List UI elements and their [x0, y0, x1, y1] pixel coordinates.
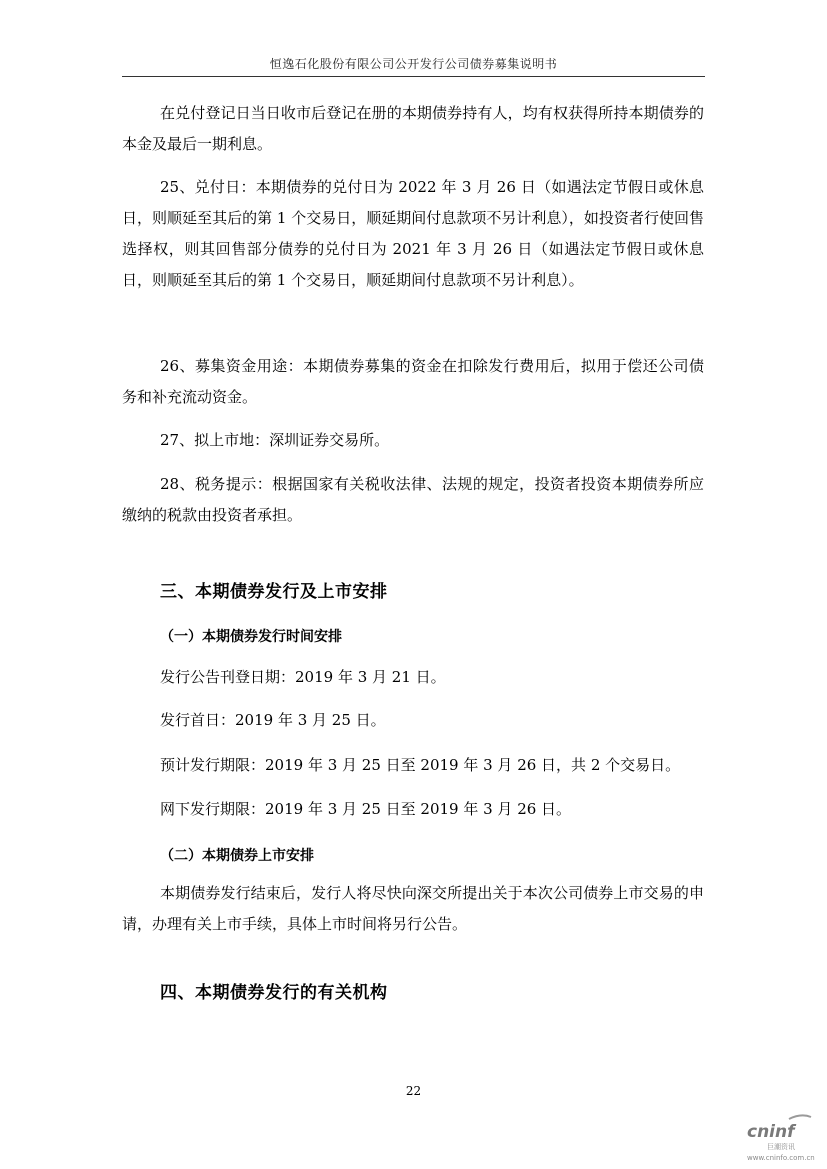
paragraph-28-tax-notice: 28、税务提示：根据国家有关税收法律、法规的规定，投资者投资本期债券所应缴纳的税款由投资者承担。 [122, 475, 704, 524]
subsection-1-title: （一）本期债券发行时间安排 [160, 629, 342, 645]
logo-text: cninf [747, 1122, 795, 1142]
section-4-title: 四、本期债券发行的有关机构 [160, 983, 388, 1003]
cninfo-logo [745, 1113, 819, 1163]
paragraph-holders: 在兑付登记日当日收市后登记在册的本期债券持有人，均有权获得所持本期债券的本金及最后一期利息。 [122, 104, 704, 153]
offline-issue-period: 网下发行期限：2019 年 3 月 25 日至 2019 年 3 月 26 日。 [160, 800, 572, 818]
issue-announcement-date: 发行公告刊登日期：2019 年 3 月 21 日。 [160, 668, 446, 686]
listing-arrangement-text: 本期债券发行结束后，发行人将尽快向深交所提出关于本次公司债券上市交易的申请，办理有关上市手续，具体上市时间将另行公告。 [122, 884, 704, 933]
page-number: 22 [405, 1084, 422, 1098]
header-rule [122, 76, 705, 77]
paragraph-25-redemption-date: 25、兑付日：本期债券的兑付日为 2022 年 3 月 26 日（如遇法定节假日或休息日，则顺延至其后的第 1 个交易日，顺延期间付息款项不另计利息），如投资者行使回售选择权，则其回售部分债券的兑付日为 2021 年 3 月 26 日（如遇法定节假日或休息日，则顺延至其后的第 1 个交易日，顺延期间付息款项不另计利息）。 [122, 178, 704, 289]
paragraph-26-use-of-proceeds: 26、募集资金用途：本期债券募集的资金在扣除发行费用后，拟用于偿还公司债务和补充流动资金。 [122, 357, 704, 406]
subsection-2-title: （二）本期债券上市安排 [160, 848, 314, 864]
issue-first-day: 发行首日：2019 年 3 月 25 日。 [160, 711, 386, 729]
document-header: 恒逸石化股份有限公司公开发行公司债券募集说明书 [269, 57, 558, 71]
paragraph-27-listing-venue: 27、拟上市地：深圳证券交易所。 [160, 431, 390, 449]
logo-chinese-name: 巨潮资讯 [767, 1143, 795, 1151]
section-3-title: 三、本期债券发行及上市安排 [160, 582, 388, 602]
expected-issue-period: 预计发行期限：2019 年 3 月 25 日至 2019 年 3 月 26 日，共 2 个交易日。 [160, 756, 681, 774]
logo-url: www.cninfo.com.cn [747, 1154, 815, 1162]
